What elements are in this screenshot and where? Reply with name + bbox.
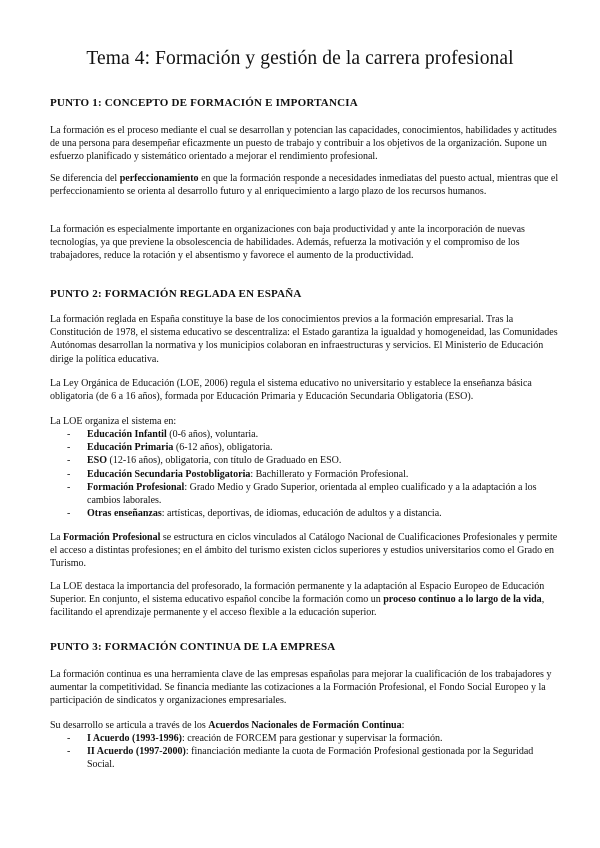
list-item: - I Acuerdo (1993-1996): creación de FORCEM para gestionar y supervisar la formación. xyxy=(67,733,443,744)
acuerdos-term: Acuerdos Nacionales de Formación Continua xyxy=(208,720,402,731)
loe-system-list xyxy=(50,428,560,520)
section-1-paragraph-3: La formación es especialmente importante en organizaciones con baja productividad y ante la incorporación de nuevas tecnologías, ya que previene la obsolescencia de habilidades. Además, refuerza la motivación y el compromiso de los trabajadores, reduce la rotación y el absentismo y favorece el aumento de la productividad. xyxy=(50,224,525,262)
list-item: - Educación Primaria (6-12 años), obligatoria. xyxy=(67,442,273,454)
list-item: - Otras enseñanzas: artísticas, deportivas, de idiomas, educación de adultos y a distancia. xyxy=(67,508,442,520)
section-2-paragraph-2: La Ley Orgánica de Educación (LOE, 2006) regula el sistema educativo no universitario y establece la enseñanza básica obligatoria (de 6 a 16 años), formada por Educación Primaria y Educación Secundaria Obligatoria (ESO). xyxy=(50,378,532,403)
section-3-paragraph-2: Su desarrollo se articula a través de los Acuerdos Nacionales de Formación Continua: xyxy=(50,720,405,731)
document-title: Tema 4: Formación y gestión de la carrera profesional xyxy=(86,48,514,69)
list-item: - Formación Profesional: Grado Medio y Grado Superior, orientada al empleo cualificado y a la adaptación a los cambios laborales. xyxy=(67,481,537,507)
proceso-continuo-term: proceso continuo a lo largo de la vida xyxy=(383,594,542,606)
list-item: - Educación Infantil (0-6 años), voluntaria. xyxy=(67,429,259,440)
section-2-heading: PUNTO 2: FORMACIÓN REGLADA EN ESPAÑA xyxy=(50,288,302,300)
section-3-paragraph-1: La formación continua es una herramienta clave de las empresas españolas para mejorar la cualificación de los trabajadores y aumentar la competitividad. Se financia mediante las cotizaciones a la Formación Profesional, el Fondo Social Europeo y la participación de sindicatos y organizaciones empresariales. xyxy=(50,669,552,707)
section-3-heading: PUNTO 3: FORMACIÓN CONTINUA DE LA EMPRESA xyxy=(50,641,336,653)
section-1-heading: PUNTO 1: CONCEPTO DE FORMACIÓN E IMPORTANCIA xyxy=(50,97,358,109)
section-1-paragraph-2: Se diferencia del perfeccionamiento en que la formación responde a necesidades inmediatas del puesto actual, mientras que el perfeccionamiento se orienta al desarrollo futuro y al enriquecimiento a largo plazo de los recursos humanos. xyxy=(50,173,559,198)
section-2-paragraph-1: La formación reglada en España constituye la base de los conocimientos previos a la formación empresarial. Tras la Constitución de 1978, el sistema educativo se descentraliza: el Estado garantiza la igualdad y homogeneidad, las Comunidades Autónomas desarrollan la normativa y los municipios colaboran en infraestructuras y servicios. El Ministerio de Educación dirige la política educativa. xyxy=(50,314,558,365)
section-1-paragraph-1: La formación es el proceso mediante el cual se desarrollan y potencian las capacidades, conocimientos, habilidades y actitudes de una persona para desempeñar eficazmente un puesto de trabajo y contribuir a los objetivos de la organización. Supone un esfuerzo planificado y sistemático orientado a mejorar el rendimiento profesional. xyxy=(50,125,557,163)
section-2-paragraph-4: La LOE destaca la importancia del profesorado, la formación permanente y la adaptación al Espacio Europeo de Educación Superior. En conjunto, el sistema educativo español concibe la formación como un proceso continuo a lo largo de la vida, facilitando el aprendizaje permanente y el acceso flexible a la educación superior. xyxy=(50,581,545,619)
list-item: - II Acuerdo (1997-2000): financiación mediante la cuota de Formación Profesional gestionada por la Seguridad Social. xyxy=(67,746,534,771)
section-2-list-intro: La LOE organiza el sistema en: xyxy=(50,416,177,427)
formacion-profesional-term: Formación Profesional xyxy=(63,532,161,543)
list-item: - ESO (12-16 años), obligatoria, con título de Graduado en ESO. xyxy=(67,455,342,467)
acuerdos-list xyxy=(50,732,560,772)
list-item: - Educación Secundaria Postobligatoria: Bachillerato y Formación Profesional. xyxy=(67,468,409,480)
section-2-paragraph-3: La Formación Profesional se estructura en ciclos vinculados al Catálogo Nacional de Cualificaciones Profesionales y permite el acceso a distintas profesiones; en el ámbito del turismo existen ciclos superiores y estudios universitarios como el Grado en Turismo. xyxy=(50,532,558,570)
perfeccionamiento-term: perfeccionamiento xyxy=(119,173,199,184)
